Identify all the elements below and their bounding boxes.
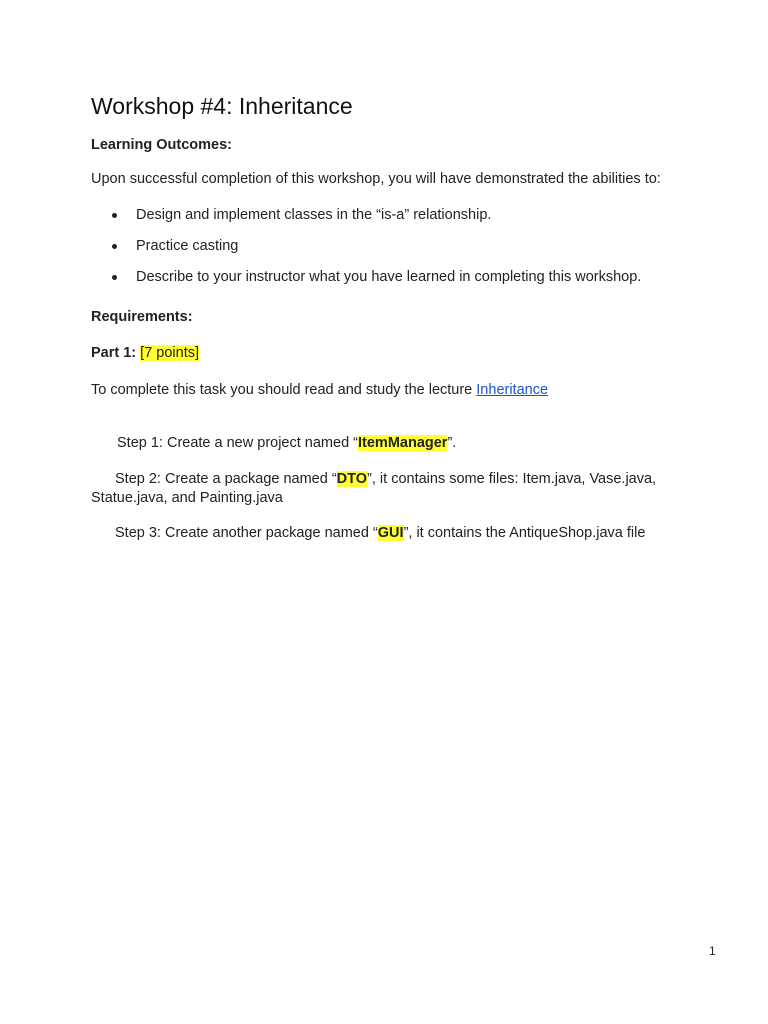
bullet-icon [112, 275, 117, 280]
step-1 [117, 434, 456, 453]
part1-instruction [91, 381, 548, 400]
part1-label: Part 1: [91, 345, 137, 361]
inheritance-link[interactable]: Inheritance [476, 382, 549, 398]
step3-prefix: Step 3: Create another package named “ [115, 525, 378, 541]
requirements-heading: Requirements: [91, 309, 193, 325]
step1-highlight: ItemManager [358, 435, 448, 451]
part1-instruction-text: To complete this task you should read and study the lecture [91, 382, 477, 398]
step-3 [115, 524, 645, 543]
step3-highlight: GUI [377, 525, 404, 541]
page-title: Workshop #4: Inheritance [91, 93, 353, 119]
step2-suffix: ”, it contains some files: Item.java, Vase.java, [367, 471, 657, 487]
step-2-continuation: Statue.java, and Painting.java [91, 490, 283, 506]
learning-outcomes-heading: Learning Outcomes: [91, 137, 232, 153]
page-number: 1 [709, 944, 716, 958]
step-2 [115, 470, 656, 489]
list-item-text: Design and implement classes in the “is-a” relationship. [136, 207, 492, 223]
step2-prefix: Step 2: Create a package named “ [115, 471, 337, 487]
list-item-text: Describe to your instructor what you have learned in completing this workshop. [136, 269, 642, 285]
step1-prefix: Step 1: Create a new project named “ [117, 435, 358, 451]
list-item-text: Practice casting [136, 238, 239, 254]
step1-suffix: ”. [447, 435, 457, 451]
part1-points: [7 points] [140, 345, 200, 361]
bullet-icon [112, 244, 117, 249]
step3-suffix: ”, it contains the AntiqueShop.java file [403, 525, 646, 541]
step2-highlight: DTO [336, 471, 368, 487]
learning-outcomes-intro: Upon successful completion of this workshop, you will have demonstrated the abilities to: [91, 171, 661, 187]
part1-heading [91, 344, 199, 363]
bullet-icon [112, 213, 117, 218]
